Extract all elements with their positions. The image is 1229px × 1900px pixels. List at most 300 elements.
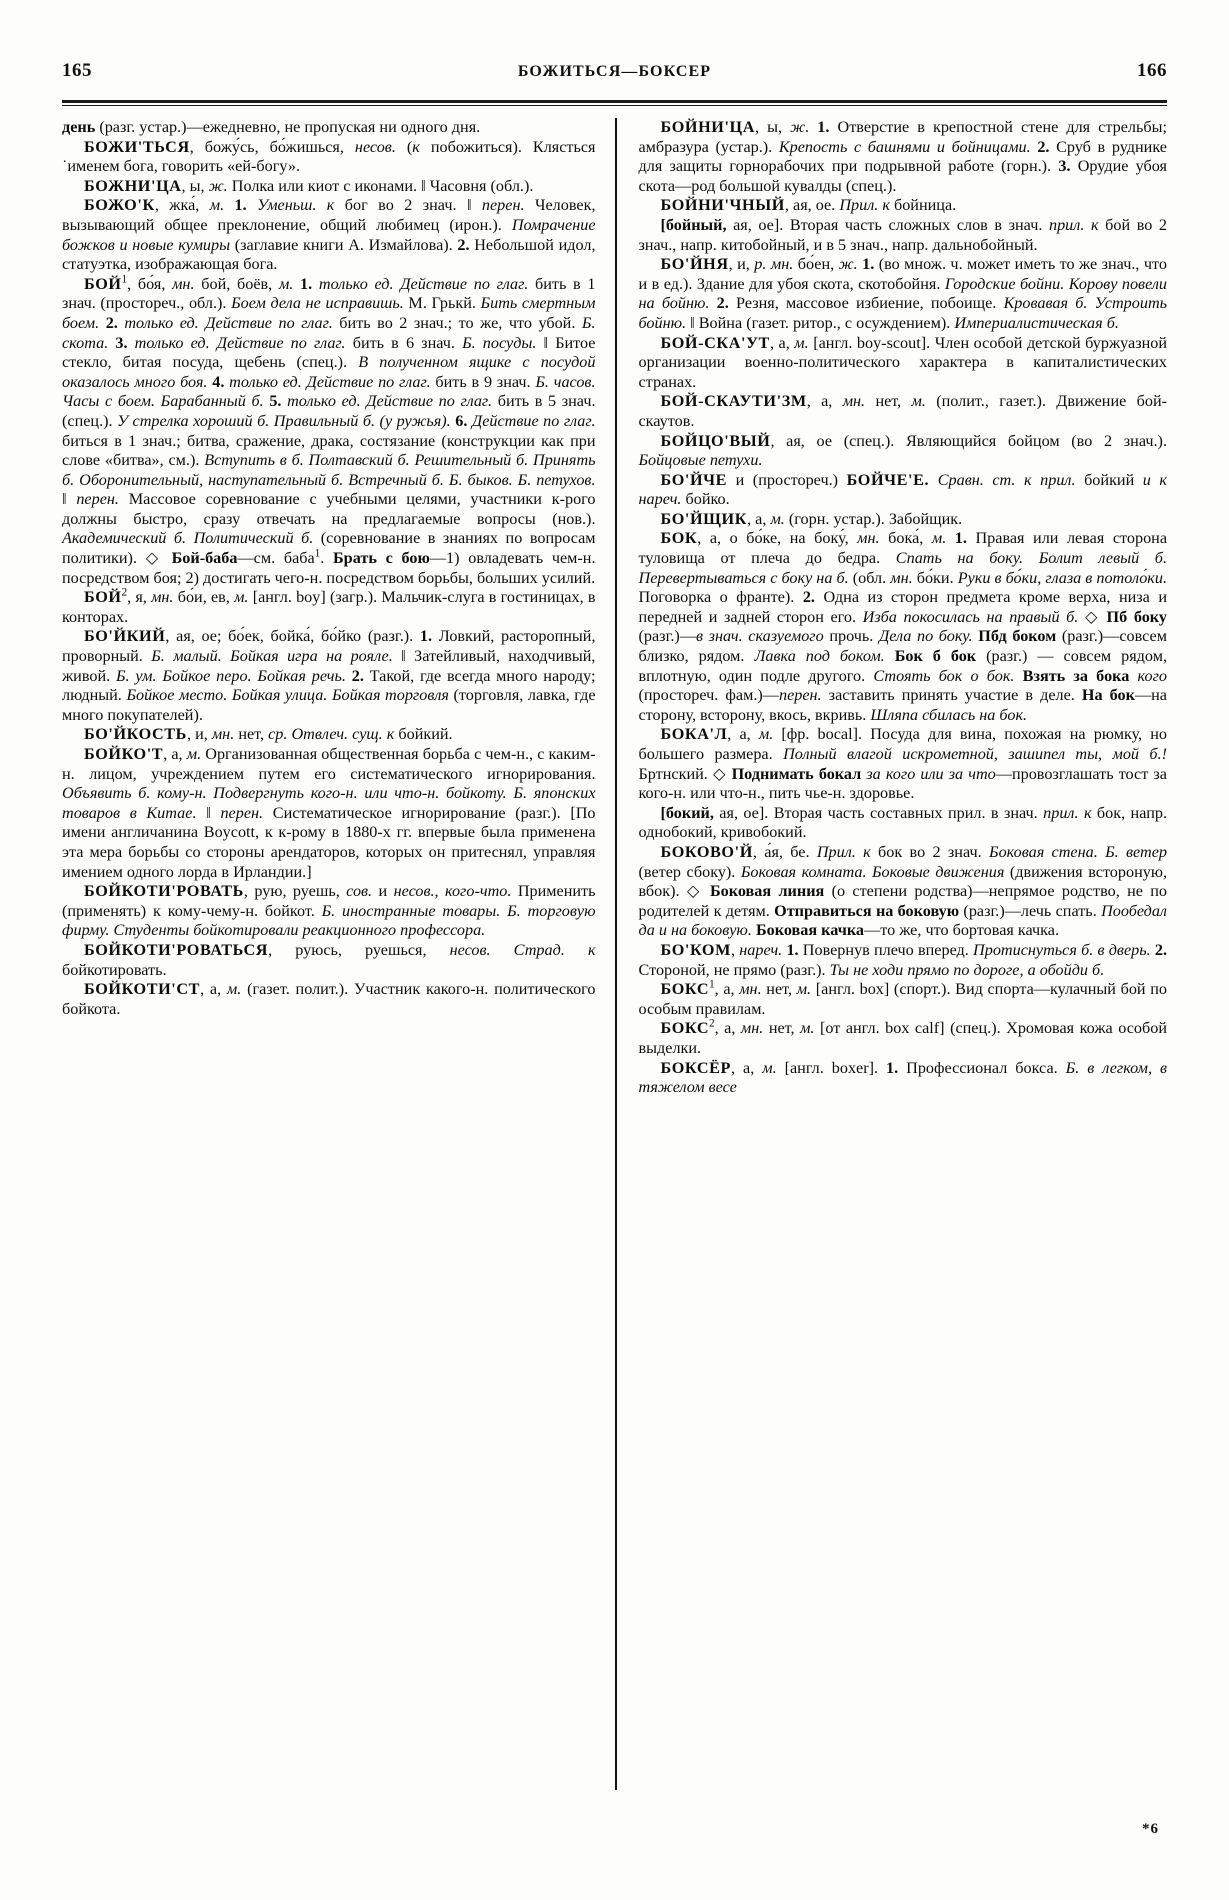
italic-text: к — [587, 940, 596, 959]
entry-text: [от англ. box calf] (спец.). Хромовая кожа особой выделки. — [638, 1019, 1167, 1057]
italic-text: Прил. — [816, 842, 856, 861]
entry-text: —на сторону, всторону, вкось, вкривь. — [638, 686, 1167, 724]
headword: БОЙКОТИ'РОВАТЬСЯ — [84, 940, 269, 959]
entry-text: бойкотировать. — [62, 960, 167, 979]
entry-text: , а, — [769, 333, 795, 352]
headword: БОЖО'К — [84, 196, 155, 215]
dictionary-entry — [639, 118, 1168, 196]
italic-text: только ед. Действие по глаг. — [224, 372, 431, 391]
entry-text: ‖ — [62, 490, 77, 509]
italic-text: Б. ум. Бойкое перо. Бойкая речь. — [115, 666, 346, 685]
entry-text: бок во 2 знач. — [870, 842, 990, 861]
bold-text: 1. — [886, 1058, 899, 1077]
entry-text: , а, — [714, 1019, 741, 1038]
entry-text: —то же, что бортовая качка. — [864, 921, 1060, 940]
dictionary-entry — [639, 725, 1168, 803]
italic-text: и к нареч. — [638, 470, 1168, 509]
dictionary-entry — [639, 1059, 1168, 1098]
bold-text: 2. — [351, 666, 364, 685]
italic-text: Пообедал да и на боковую. — [638, 901, 1167, 940]
entry-text: Орудие убоя скота—род большой кувалды (спец.). — [638, 157, 1168, 195]
italic-text: мн. — [172, 274, 195, 293]
entry-text: , а́я, бе. — [752, 842, 817, 861]
bold-text: 1. — [224, 196, 247, 215]
entry-text: (во множ. ч. может иметь то же знач., что и в ед.). Здание для убоя скота, скотобойня. — [638, 255, 1167, 293]
entry-text — [709, 294, 716, 312]
entry-text: бойкий — [1075, 470, 1143, 489]
headword: БО'ЙКОСТЬ — [84, 725, 187, 744]
entry-text: ‖ Затейливый, находчивый, живой. — [62, 647, 596, 685]
entry-text: и (простореч.) — [727, 470, 847, 489]
entry-text: (соревнование в знаниях по вопросам политики). ◇ — [62, 529, 596, 568]
entry-text: бока́, — [879, 529, 932, 548]
entry-text: Организованная общественная борьба с чем-н., с каким-н. лицом, учреждением путем его систематического игнорирования. — [62, 745, 596, 783]
dictionary-entry — [639, 471, 1168, 510]
bold-text: Бой-баба — [171, 549, 238, 568]
left-column — [62, 118, 615, 1790]
italic-text: Б. скота. — [62, 313, 596, 352]
italic-text: несов. — [354, 137, 396, 156]
headword: БОЙКОТИ'РОВАТЬ — [84, 882, 244, 901]
bold-text: 1. — [809, 118, 830, 136]
entry-text: , а, — [731, 1058, 763, 1077]
entry-text — [1084, 216, 1091, 234]
entry-text: , я, — [127, 588, 152, 607]
entry-text: . — [320, 549, 333, 568]
entry-text: Такой, где всегда много народу; людный. — [62, 666, 596, 705]
entry-text: (разг.)—лечь спать. — [959, 901, 1102, 920]
entry-text: Отверстие в крепостной стене для стрельбы; амбразура (устар.). — [638, 118, 1167, 156]
page-number-right: 166 — [1137, 60, 1167, 81]
italic-text: перен. — [220, 803, 264, 822]
bold-text: [бокий, — [660, 803, 714, 822]
dictionary-entry — [62, 627, 596, 725]
headword: БОЙНИ'ЧНЫЙ — [660, 196, 785, 215]
header-rule — [62, 100, 1167, 107]
entry-text: (полит., газет.). Движение бой-скаутов. — [638, 392, 1167, 430]
italic-text: к — [1090, 215, 1099, 234]
italic-text: м. — [762, 1058, 777, 1077]
entry-text: Стороной, не прямо (разг.). — [638, 960, 830, 979]
entry-text: (газет. полит.). Участник какого-н. политического бойкота. — [62, 980, 596, 1018]
italic-text: к — [1083, 803, 1092, 822]
bold-text: 5. — [269, 392, 282, 411]
dictionary-entry — [639, 804, 1168, 843]
entry-text: , бо́я, — [127, 274, 173, 293]
column-container — [62, 118, 1167, 1790]
entry-text: [фр. bocal]. Посуда для вина, похожая на рюмку, но большего размера. — [638, 725, 1168, 763]
italic-text: м. — [911, 392, 926, 411]
entry-text — [885, 647, 895, 665]
bold-text: Пбд боком — [978, 627, 1057, 646]
bold-text: 2. — [105, 313, 118, 332]
entry-text: , ы, — [181, 176, 209, 195]
headword: БОЖНИ'ЦА — [84, 176, 182, 195]
entry-text: бо́ен, — [793, 255, 839, 274]
italic-text: прил. — [1043, 803, 1079, 822]
entry-text: Ловкий, расторопный, проворный. — [62, 627, 596, 666]
headword: БОКС — [660, 980, 710, 999]
italic-text: Ты не ходи прямо по дороге, а обойди б. — [829, 960, 1105, 979]
dictionary-entry — [62, 177, 596, 197]
entry-text: —1) овладевать чем-н. посредством боя; 2) достигать чего-н. посредством борьбы, больших усилий. — [62, 549, 596, 587]
italic-text: м. — [796, 980, 812, 999]
entry-text: побожиться). Клясться ˙именем бога, говорить «ей-богу». — [62, 137, 596, 176]
italic-text: только ед. Действие по глаг. — [117, 313, 333, 332]
italic-text: Уменьш. — [246, 196, 317, 215]
italic-text: перен. — [76, 490, 119, 509]
entry-text: бить в 5 знач. (спец.). — [62, 392, 596, 430]
entry-text: , а, — [806, 392, 843, 411]
entry-text: бок, напр. однобокий, кривобокий. — [638, 803, 1167, 842]
italic-text: нареч. — [739, 940, 783, 959]
entry-text: бойкий. — [394, 725, 453, 744]
entry-text: , рую, руешь, — [243, 882, 347, 901]
homonym-index: 2 — [709, 1017, 715, 1030]
entry-text: Применить (применять) к кому-чему-н. бойкот. — [62, 882, 596, 920]
entry-text: ‖ — [196, 803, 221, 822]
italic-text: мн. — [857, 529, 880, 548]
italic-text: мн. — [842, 392, 866, 411]
entry-text — [316, 196, 326, 214]
dictionary-entry — [62, 725, 596, 745]
entry-text: и — [372, 882, 394, 901]
headword: БО'ЙНЯ — [660, 255, 729, 274]
italic-text: Боковая стена. Б. ветер — [989, 842, 1167, 861]
italic-text: Лавка под боком. — [754, 647, 885, 666]
dictionary-entry — [639, 196, 1168, 216]
entry-text: (разг. устар.)—ежедневно, не пропуская ни одного дня. — [95, 118, 481, 136]
entry-text: бой во 2 знач., напр. китобойный, и в 5 знач., напр. дальнобойный. — [638, 215, 1168, 254]
headword: БОЙКОТИ'СТ — [84, 980, 201, 999]
bold-text: день — [62, 118, 96, 136]
italic-text: Спать на боку. Болит левый б. Перевертываться с боку на б. — [638, 549, 1167, 587]
entry-text: (горн. устар.). Забойщик. — [784, 509, 963, 528]
entry-text — [565, 941, 588, 959]
italic-text: Крепость с башнями и бойницами. — [778, 137, 1031, 156]
entry-text: ‖ Война (газет. ритор., с осуждением). — [686, 313, 955, 332]
headword: БОЙЧЕ'Е. — [846, 470, 930, 489]
italic-text: за кого или за что — [866, 764, 996, 783]
entry-text: ая, ое]. Вторая часть сложных слов в знач. — [726, 215, 1049, 234]
entry-text: —провозглашать тост за кого-н. или что-н., пить чье-н. здоровье. — [638, 764, 1167, 803]
italic-text: Городские бойни. Корову повели на бойню. — [638, 274, 1167, 313]
entry-text: (торговля, лавка, где много покупателей). — [62, 686, 596, 724]
entry-text: (заглавие книги А. Измайлова). — [230, 235, 458, 254]
italic-text: Объявить б. кому-н. Подвергнуть кого-н. или что-н. бойкоту. Б. японских товаров в Китае. — [62, 784, 596, 822]
bold-text: 1. — [954, 529, 967, 548]
dictionary-entry — [62, 588, 596, 627]
headword: БОКА'Л — [660, 725, 728, 744]
entry-text: [англ. boy] (загр.). Мальчик-слуга в гостиницах, в конторах. — [62, 588, 596, 626]
bold-text: На бок — [1081, 686, 1135, 705]
entry-text: [англ. boxer]. — [776, 1058, 887, 1077]
entry-text: Повернув плечо вперед. — [798, 940, 974, 959]
entry-text: , а, — [200, 980, 227, 999]
headword: БОЙ-СКА'УТ — [660, 333, 770, 352]
entry-text: нет, — [761, 980, 797, 999]
bold-text: 2. — [457, 235, 470, 254]
italic-text: м. — [800, 1019, 815, 1038]
headword: БОЙЦО'ВЫЙ — [660, 431, 771, 450]
italic-text: Академический б. Политический б. — [62, 529, 314, 548]
italic-text: м. — [278, 274, 294, 293]
headword: БОЖИ'ТЬСЯ — [84, 137, 190, 156]
italic-text: прил. — [1048, 215, 1085, 234]
italic-text: Шляпа сбилась на бок. — [870, 705, 1028, 724]
entry-text: —см. баба — [237, 549, 315, 568]
entry-text: (движения встороную, вбок). ◇ — [638, 862, 1167, 901]
entry-text: , и, — [186, 725, 212, 744]
entry-text: , ая, ое; бо́ек, бойка́, бо́йко (разг.). — [165, 627, 420, 646]
homonym-index: 1 — [121, 273, 128, 286]
italic-text: к — [326, 196, 335, 215]
italic-text: м. — [794, 333, 809, 352]
header-rule-thin — [62, 105, 1167, 106]
italic-text: Вступить в б. Полтавский б. Решительный б. Принять б. Оборонительный, наступательный б. Встречный б. Б. быков. Б. петухов. — [62, 451, 596, 489]
italic-text: только ед. Действие по глаг. — [127, 333, 346, 352]
italic-text: Бойцовые петухи. — [638, 451, 763, 470]
entry-text: (о степени родства)—непрямое родство, не по родителей к детям. — [638, 882, 1167, 920]
entry-text: , а, — [747, 509, 771, 528]
bold-text: 3. — [115, 333, 128, 352]
italic-text: ж. — [790, 118, 810, 136]
italic-text: Империалистическая б. — [954, 313, 1119, 332]
dictionary-entry — [62, 745, 596, 882]
entry-text: бо́и, ев, — [173, 588, 235, 607]
headword: БОЙ — [84, 274, 122, 293]
page-number-left: 165 — [62, 60, 92, 81]
dictionary-entry — [639, 334, 1168, 393]
italic-text: перен. — [778, 686, 822, 705]
italic-text: Помрачение божков и новые кумиры — [62, 215, 596, 254]
entry-text — [946, 529, 955, 547]
headword: БОК — [660, 529, 698, 548]
italic-text: Б. иностранные товары. Б. торговую фирму. Студенты бойкотировали реакционного профессора. — [62, 901, 596, 940]
italic-text: Сравн. ст. к прил. — [937, 470, 1076, 489]
bold-text: 1. — [857, 255, 875, 274]
italic-text: Бойкое место. Бойкая улица. Бойкая торговля — [126, 686, 449, 705]
italic-text: м. — [758, 725, 774, 744]
dictionary-entry — [639, 216, 1168, 255]
entry-text: Небольшой идол, статуэтка, изображающая бога. — [62, 235, 596, 274]
entry-text: (разг.)—совсем близко, рядом. — [638, 627, 1167, 666]
italic-text: Б. часов. Часы с боем. Барабанный б. — [62, 372, 596, 411]
italic-text: м. — [209, 196, 225, 215]
italic-text: мн. — [740, 1019, 764, 1038]
italic-text: Действие по глаг. — [467, 411, 596, 430]
headword: БОЙ-СКАУТИ'ЗМ — [660, 392, 807, 411]
dictionary-entry — [62, 118, 596, 138]
dictionary-entry — [62, 138, 596, 177]
italic-text: мн. — [151, 588, 174, 607]
italic-text: мн. — [890, 568, 913, 587]
entry-text: бойница. — [889, 196, 957, 215]
bold-text: 1. — [419, 627, 433, 646]
entry-text: , а, — [714, 980, 740, 999]
italic-text: Бить смертным боем. — [62, 294, 596, 332]
entry-text — [929, 471, 938, 489]
entry-text: (разг.) — совсем рядом, вплотную, один подле другого. — [638, 647, 1167, 685]
bold-text: 2. — [802, 588, 815, 607]
entry-text: (разг.)— — [638, 627, 697, 646]
entry-text: прочь. — [823, 627, 879, 646]
entry-text: , — [730, 940, 740, 959]
entry-text: , ая, ое. — [784, 196, 840, 215]
bold-text: Бок б бок — [894, 647, 977, 666]
entry-text: нет, — [763, 1019, 801, 1038]
italic-text: м. — [770, 509, 785, 528]
italic-text: ср. Отвлеч. сущ. — [268, 725, 383, 744]
right-column — [615, 118, 1168, 1790]
entry-text: Правая или левая сторона туловища от плеча до бедра. — [638, 529, 1168, 568]
dictionary-entry — [639, 941, 1168, 980]
running-title: БОЖИТЬСЯ—БОКСЕР — [517, 63, 712, 80]
entry-text: заставить принять участие в деле. — [821, 686, 1082, 705]
headword: БО'ЙКИЙ — [84, 627, 166, 646]
entry-text: бог во 2 знач. ‖ — [334, 196, 482, 215]
italic-text: м. — [234, 588, 249, 607]
entry-text: биться в 1 знач.; битва, сражение, драка, состязание (конструкции как при слове «битва», см.). — [62, 431, 596, 470]
italic-text: У стрелка хороший б. Правильный б. (у ружья). — [117, 411, 451, 430]
headword: БОКС — [660, 1019, 710, 1038]
italic-text: несов., кого-что. — [393, 882, 512, 901]
entry-text: Массовое соревнование с учебными целями, участники к-рого должны быстро, сразу отвечать на предлагаемые вопросы (нов.). — [62, 490, 596, 528]
dictionary-entry — [639, 843, 1168, 941]
italic-text: мн. — [211, 725, 235, 744]
entry-text: Полка или киот с иконами. ‖ Часовня (обл.). — [227, 176, 534, 195]
footer-signature-mark: *6 — [1142, 1821, 1159, 1837]
bold-text: Пб боку — [1106, 607, 1167, 626]
dictionary-entry — [639, 392, 1168, 431]
dictionary-entry — [639, 432, 1168, 471]
bold-text: Боковая качка — [755, 921, 865, 940]
entry-text — [1014, 667, 1022, 685]
italic-text: к — [882, 196, 890, 215]
headword: БО'ЙЩИК — [660, 509, 748, 528]
italic-text: несов. Страд. — [449, 940, 565, 959]
bold-text: Брать с бою — [332, 549, 430, 568]
italic-text: к — [386, 725, 395, 744]
bold-text: [бойный, — [660, 215, 727, 234]
entry-text: бить во 2 знач.; то же, что убой. — [332, 313, 582, 332]
dictionary-entry — [639, 255, 1168, 333]
bold-text: 1. — [786, 940, 799, 959]
entry-text: [англ. box] (спорт.). Вид спорта—кулачный бой по особым правилам. — [638, 980, 1168, 1018]
italic-text: только ед. Действие по глаг. — [312, 274, 529, 293]
dictionary-entry — [62, 941, 596, 980]
entry-text: бить в 1 знач. (простореч., обл.). — [62, 274, 596, 313]
headword: БОЙНИ'ЦА — [660, 118, 756, 136]
entry-text: бить в 9 знач. — [430, 372, 536, 391]
dictionary-entry — [639, 980, 1168, 1019]
bold-text: Боковая линия — [709, 882, 825, 901]
entry-text: , руюсь, руешься, — [268, 940, 450, 959]
bold-text: 3. — [1058, 157, 1071, 176]
entry-text: , ая, ое (спец.). Являющийся бойцом (во 2 знач.). — [770, 431, 1167, 450]
entry-text: нет, — [234, 725, 269, 744]
entry-text: Человек, вызывающий общее преклонение, общий любимец (ирон.). — [62, 196, 596, 234]
italic-text: Б. в легком, в тяжелом весе — [638, 1058, 1167, 1097]
italic-text: к — [863, 842, 871, 861]
entry-text: (простореч. фам.)— — [638, 686, 779, 705]
entry-text: , а, — [727, 725, 759, 744]
bold-text: Отправиться на боковую — [774, 901, 960, 920]
italic-text: Б. посуды. — [462, 333, 537, 352]
bold-text: 2. — [1154, 940, 1168, 959]
homonym-index: 1 — [314, 547, 321, 560]
headword: БОЙКО'Т — [84, 745, 164, 763]
italic-text: Кровавая б. Устроить бойню. — [638, 294, 1168, 332]
entry-text: Сруб в руднике для защиты горнорабочих при подрывной работе (горн.). — [638, 137, 1167, 176]
entry-text: (обл. — [848, 568, 891, 587]
dictionary-entry — [639, 1019, 1168, 1058]
bold-text: 1. — [293, 274, 313, 293]
entry-text: нет, — [865, 392, 912, 411]
italic-text: только ед. Действие по глаг. — [281, 392, 493, 411]
italic-text: Изба покосилась на правый б. — [862, 607, 1079, 626]
italic-text: перен. — [481, 196, 525, 215]
headword: БОЙ — [84, 588, 122, 607]
entry-text: ( — [395, 137, 413, 156]
entry-text: (ветер сбоку). — [638, 862, 741, 881]
homonym-index: 1 — [709, 978, 715, 991]
entry-text — [1129, 667, 1137, 685]
italic-text: в знач. сказуемого — [696, 627, 824, 646]
italic-text: м. — [226, 980, 242, 999]
headword: БОКСЁР — [660, 1058, 731, 1077]
dictionary-entry — [62, 980, 596, 1019]
italic-text: ж. — [838, 255, 858, 274]
entry-text: , ы, — [755, 118, 791, 136]
bold-text: 2. — [716, 294, 729, 313]
entry-text: Систематическое игнорирование (разг.). [По имени англичанина Boycott, к к-рому в 1880-х гг. впервые была применена эта мера борьбы со стороны арендаторов, которых он притеснял, управляя имением одного лорда в Ирландии.] — [62, 803, 596, 881]
entry-text: ◇ — [1078, 607, 1107, 626]
entry-text: , и, — [728, 255, 755, 274]
headword: БО'КОМ — [660, 940, 731, 959]
bold-text: 4. — [212, 372, 225, 391]
headword: БО'ЙЧЕ — [660, 470, 728, 489]
bold-text: 6. — [455, 411, 468, 430]
entry-text: ая, ое]. Вторая часть составных прил. в знач. — [713, 803, 1044, 822]
italic-text: Протиснуться б. в дверь. — [973, 940, 1151, 959]
entry-text: бой, боёв, — [194, 274, 279, 293]
bold-text: Поднимать бокал — [731, 764, 862, 783]
entry-text: Профессионал бокса. — [898, 1058, 1066, 1077]
dictionary-entry — [62, 882, 596, 941]
bold-text: Взять за бока — [1022, 666, 1130, 685]
italic-text: Полный влагой искрометной, зашипел ты, мой б.! — [783, 745, 1167, 763]
dictionary-entry — [639, 529, 1168, 725]
headword: БОКОВО'Й — [660, 842, 753, 861]
entry-text: Поговорка о франте). — [638, 588, 803, 607]
entry-text: , а, — [163, 745, 187, 763]
italic-text: Прил. — [839, 196, 879, 215]
entry-text: бойко. — [681, 490, 730, 509]
italic-text: к — [412, 137, 420, 156]
italic-text: Боковая комната. Боковые движения — [740, 862, 1005, 881]
entry-text: Одна из сторон предмета кроме верха, низа и передней и задней сторон его. — [638, 588, 1168, 626]
dictionary-entry — [639, 510, 1168, 530]
italic-text: Боем дела не исправишь. — [231, 294, 404, 313]
entry-text: , жка́, — [154, 196, 210, 215]
entry-text: , божу́сь, бо́жишься, — [189, 137, 355, 156]
italic-text: сов. — [346, 882, 373, 901]
italic-text: р. мн. — [754, 255, 794, 274]
homonym-index: 2 — [121, 586, 128, 599]
italic-text: Б. малый. Бойкая игра на рояле. — [151, 647, 393, 666]
italic-text: Руки в бо́ки, глаза в потоло́ки. — [957, 568, 1168, 587]
